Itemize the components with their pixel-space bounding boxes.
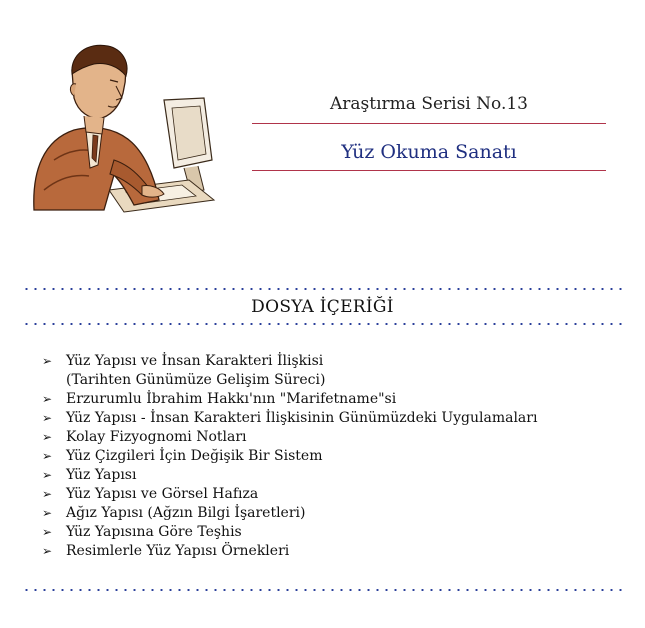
dotted-divider-middle [22,323,622,325]
list-item [42,523,622,542]
arrow-bullet-icon: ➢ [42,525,53,539]
list-item-label: Yüz Yapısı - İnsan Karakteri İlişkisinin Günümüzdeki Uygulamaları [66,410,538,426]
arrow-bullet-icon: ➢ [42,468,53,482]
arrow-bullet-icon: ➢ [42,430,53,444]
list-item [42,428,622,447]
arrow-bullet-icon: ➢ [42,392,53,406]
arrow-bullet-icon: ➢ [42,411,53,425]
arrow-bullet-icon: ➢ [42,506,53,520]
header-rule-top [252,123,606,124]
list-item [42,466,622,485]
list-item-label: Yüz Yapısı ve Görsel Hafıza [66,486,259,502]
arrow-bullet-icon: ➢ [42,487,53,501]
arrow-bullet-icon: ➢ [42,354,53,368]
list-item [42,352,622,390]
list-item-sublabel: (Tarihten Günümüze Gelişim Süreci) [66,372,326,388]
list-item-label: Ağız Yapısı (Ağzın Bilgi İşaretleri) [66,505,306,521]
list-item-label: Yüz Çizgileri İçin Değişik Bir Sistem [66,448,323,464]
list-item-label: Erzurumlu İbrahim Hakkı'nın "Marifetname"si [66,391,397,407]
list-item [42,485,622,504]
contents-list [42,352,622,561]
arrow-bullet-icon: ➢ [42,449,53,463]
dotted-divider-bottom [22,589,622,591]
man-at-computer-illustration [14,40,219,215]
dotted-divider-top [22,288,622,290]
list-item [42,390,622,409]
list-item-label: Kolay Fizyognomi Notları [66,429,247,445]
list-item-label: Yüz Yapısı [66,467,137,483]
document-title: Yüz Okuma Sanatı [341,141,517,163]
contents-heading: DOSYA İÇERİĞİ [251,297,394,317]
header-rule-bottom [252,170,606,171]
list-item [42,409,622,428]
list-item-label: Yüz Yapısına Göre Teşhis [66,524,242,540]
series-title: Araştırma Serisi No.13 [330,94,528,114]
arrow-bullet-icon: ➢ [42,544,53,558]
list-item [42,504,622,523]
list-item [42,447,622,466]
list-item [42,542,622,561]
list-item-label: Resimlerle Yüz Yapısı Örnekleri [66,543,290,559]
list-item-label: Yüz Yapısı ve İnsan Karakteri İlişkisi [66,353,324,369]
